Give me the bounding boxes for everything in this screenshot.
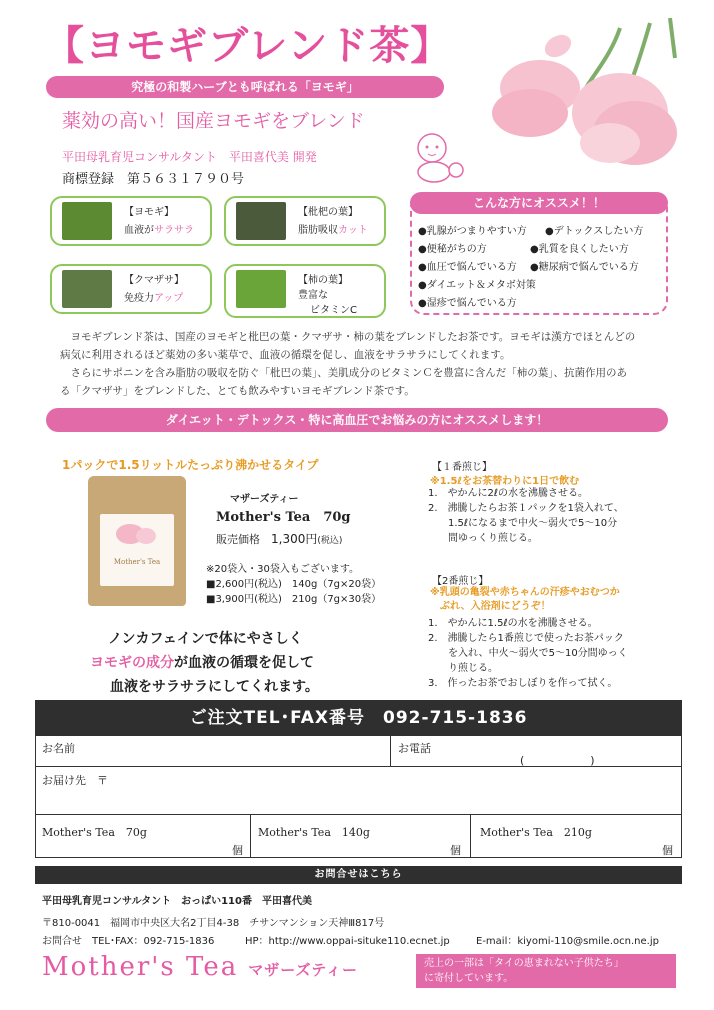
address-field-label[interactable]: お届け先 〒 bbox=[42, 774, 108, 787]
order-item-140g[interactable]: Mother's Tea 140g bbox=[258, 826, 370, 839]
product-headline: 1パックで1.5リットルたっぷり沸かせるタイプ bbox=[62, 458, 319, 472]
herb-name: 【ヨモギ】 bbox=[124, 207, 174, 218]
developer-line: 平田母乳育児コンサルタント 平田喜代美 開発 bbox=[62, 150, 317, 164]
form-divider bbox=[250, 814, 251, 858]
herb-card-kaki bbox=[224, 264, 386, 318]
order-form-title: ご注文TEL･FAX番号 092-715-1836 bbox=[35, 700, 682, 736]
brew-second-steps: 1. やかんに1.5ℓの水を沸騰させる。 2. 沸騰したら1番煎じで使ったお茶パック を入れ、中火～弱火で5～10分間ゆっく り煎じる。 3. 作ったお茶でおしぼりを作って拭く。 bbox=[428, 618, 628, 689]
caption-line: ノンカフェインで体にやさしく bbox=[108, 631, 303, 647]
kumazasa-photo bbox=[62, 270, 112, 308]
intro-banner: 究極の和製ハーブとも呼ばれる「ヨモギ」 bbox=[46, 76, 444, 98]
form-divider bbox=[35, 814, 682, 815]
herb-card-yomogi bbox=[50, 196, 212, 246]
contact-tel: お問合せ TEL･FAX：092-715-1836 bbox=[42, 936, 215, 947]
herb-effect: 脂肪吸収カット bbox=[298, 225, 368, 236]
brew-first-title: 【１番煎じ】 bbox=[432, 462, 492, 473]
form-divider bbox=[470, 814, 471, 858]
recommend-item: ●糖尿病で悩んでいる方 bbox=[530, 262, 639, 273]
product-name: Mother's Tea 70g bbox=[216, 510, 351, 525]
brew-first-note: ※1.5ℓをお茶替わりに1日で飲む bbox=[430, 476, 580, 487]
herb-name: 【枇杷の葉】 bbox=[298, 207, 358, 218]
recommend-item: ●便秘がちの方 bbox=[418, 244, 487, 255]
recommend-item: ●乳腺がつまりやすい方 bbox=[418, 226, 527, 237]
recommend-banner: ダイエット・デトックス・特に高血圧でお悩みの方にオススメします！ bbox=[46, 408, 668, 432]
contact-bar: お問合せはこちら bbox=[35, 866, 682, 884]
herb-card-biwa bbox=[224, 196, 386, 246]
herb-name: 【クマザサ】 bbox=[124, 275, 184, 286]
yomogi-photo bbox=[62, 202, 112, 240]
trademark-line: 商標登録 第５６３１７９０号 bbox=[62, 172, 245, 187]
tea-package-image bbox=[88, 476, 186, 606]
herb-card-kumazasa bbox=[50, 264, 212, 314]
herb-name: 【柿の葉】 bbox=[298, 275, 348, 286]
unit-label: 個 bbox=[662, 844, 673, 857]
brew-first-steps: 1. やかんに2ℓの水を沸騰させる。 2. 沸騰したらお茶１パックを1袋入れて、 1.5ℓになるまで中火～弱火で5～10分 間ゆっくり煎じる。 bbox=[428, 488, 624, 544]
recommend-item: ●ダイエット＆メタボ対策 bbox=[418, 280, 536, 291]
tagline: 薬効の高い！国産ヨモギをブレンド bbox=[62, 110, 365, 132]
product-option: ■3,900円(税込) 210g（7g×30袋） bbox=[206, 594, 382, 605]
contact-email-link[interactable]: E-mail：kiyomi-110@smile.ocn.ne.jp bbox=[476, 936, 659, 947]
herb-effect-plain: 豊富な bbox=[298, 290, 328, 301]
recommend-item: ●デトックスしたい方 bbox=[545, 226, 644, 237]
carnation-image bbox=[470, 18, 685, 183]
unit-label: 個 bbox=[450, 844, 461, 857]
biwa-photo bbox=[236, 202, 286, 240]
donation-note: 売上の一部は「タイの恵まれない子供たち」 に寄付しています。 bbox=[416, 954, 676, 988]
phone-paren: ( ) bbox=[520, 754, 595, 767]
contact-hp-link[interactable]: HP：http://www.oppai-situke110.ecnet.jp bbox=[245, 936, 450, 947]
name-field-label[interactable]: お名前 bbox=[42, 742, 75, 755]
order-item-70g[interactable]: Mother's Tea 70g bbox=[42, 826, 147, 839]
herb-effect: 免疫力アップ bbox=[124, 293, 184, 304]
package-flower-icon bbox=[100, 514, 174, 554]
baby-illustration bbox=[410, 128, 470, 184]
description: ヨモギブレンド茶は、国産のヨモギと枇巴の葉・クマザサ・柿の葉をブレンドしたお茶です。ヨモギは漢方でほとんどの 病気に利用されるほど薬効の多い薬草で、血液の循環を促し、血液をサラサラにしてくれます。 さらにサポニンを含み脂肪の吸収を防ぐ「枇巴の葉」、美肌成分のビタミンＣを豊富に含んだ「柿の葉」、抗菌作用のあ る「クマザサ」をブレンドした、とても飲みやすいヨモギブレンド茶です。 bbox=[60, 331, 636, 397]
product-kana: マザーズティー bbox=[230, 494, 299, 505]
brew-second-note: ※乳頭の亀裂や赤ちゃんの汗疹やおむつか ぶれ、入浴剤にどうぞ！ bbox=[430, 587, 620, 612]
brew-second-title: 【2番煎じ】 bbox=[432, 576, 489, 587]
contact-org: 平田母乳育児コンサルタント おっぱい110番 平田喜代美 bbox=[42, 896, 312, 907]
product-note: ※20袋入・30袋入もございます。 bbox=[206, 564, 360, 575]
recommend-item: ●血圧で悩んでいる方 bbox=[418, 262, 517, 273]
recommend-title: こんな方にオススメ！！ bbox=[410, 192, 668, 214]
brand-logo: Mother's Tea マザーズティー bbox=[42, 952, 359, 982]
recommend-item: ●湿疹で悩んでいる方 bbox=[418, 298, 517, 309]
page-title: 【ヨモギブレンド茶】 bbox=[44, 23, 452, 69]
package-label: Mother's Tea bbox=[100, 514, 174, 586]
form-divider bbox=[390, 736, 391, 766]
caption-line: 血液をサラサラにしてくれます。 bbox=[110, 679, 319, 695]
order-item-210g[interactable]: Mother's Tea 210g bbox=[480, 826, 592, 839]
unit-label: 個 bbox=[232, 844, 243, 857]
herb-effect-pink: ビタミンC bbox=[310, 305, 357, 316]
contact-address: 〒810-0041 福岡市中央区大名2丁目4-38 チサンマンション天神Ⅲ817号 bbox=[42, 918, 385, 929]
herb-effect: 血液がサラサラ bbox=[124, 225, 194, 236]
kaki-photo bbox=[236, 270, 286, 308]
caption-line: ヨモギの成分が血液の循環を促して bbox=[90, 655, 314, 671]
product-option: ■2,600円(税込) 140g（7g×20袋） bbox=[206, 579, 382, 590]
phone-field-label[interactable]: お電話 bbox=[398, 742, 431, 755]
product-price: 販売価格 1,300円(税込) bbox=[216, 532, 343, 546]
recommend-item: ●乳質を良くしたい方 bbox=[530, 244, 629, 255]
